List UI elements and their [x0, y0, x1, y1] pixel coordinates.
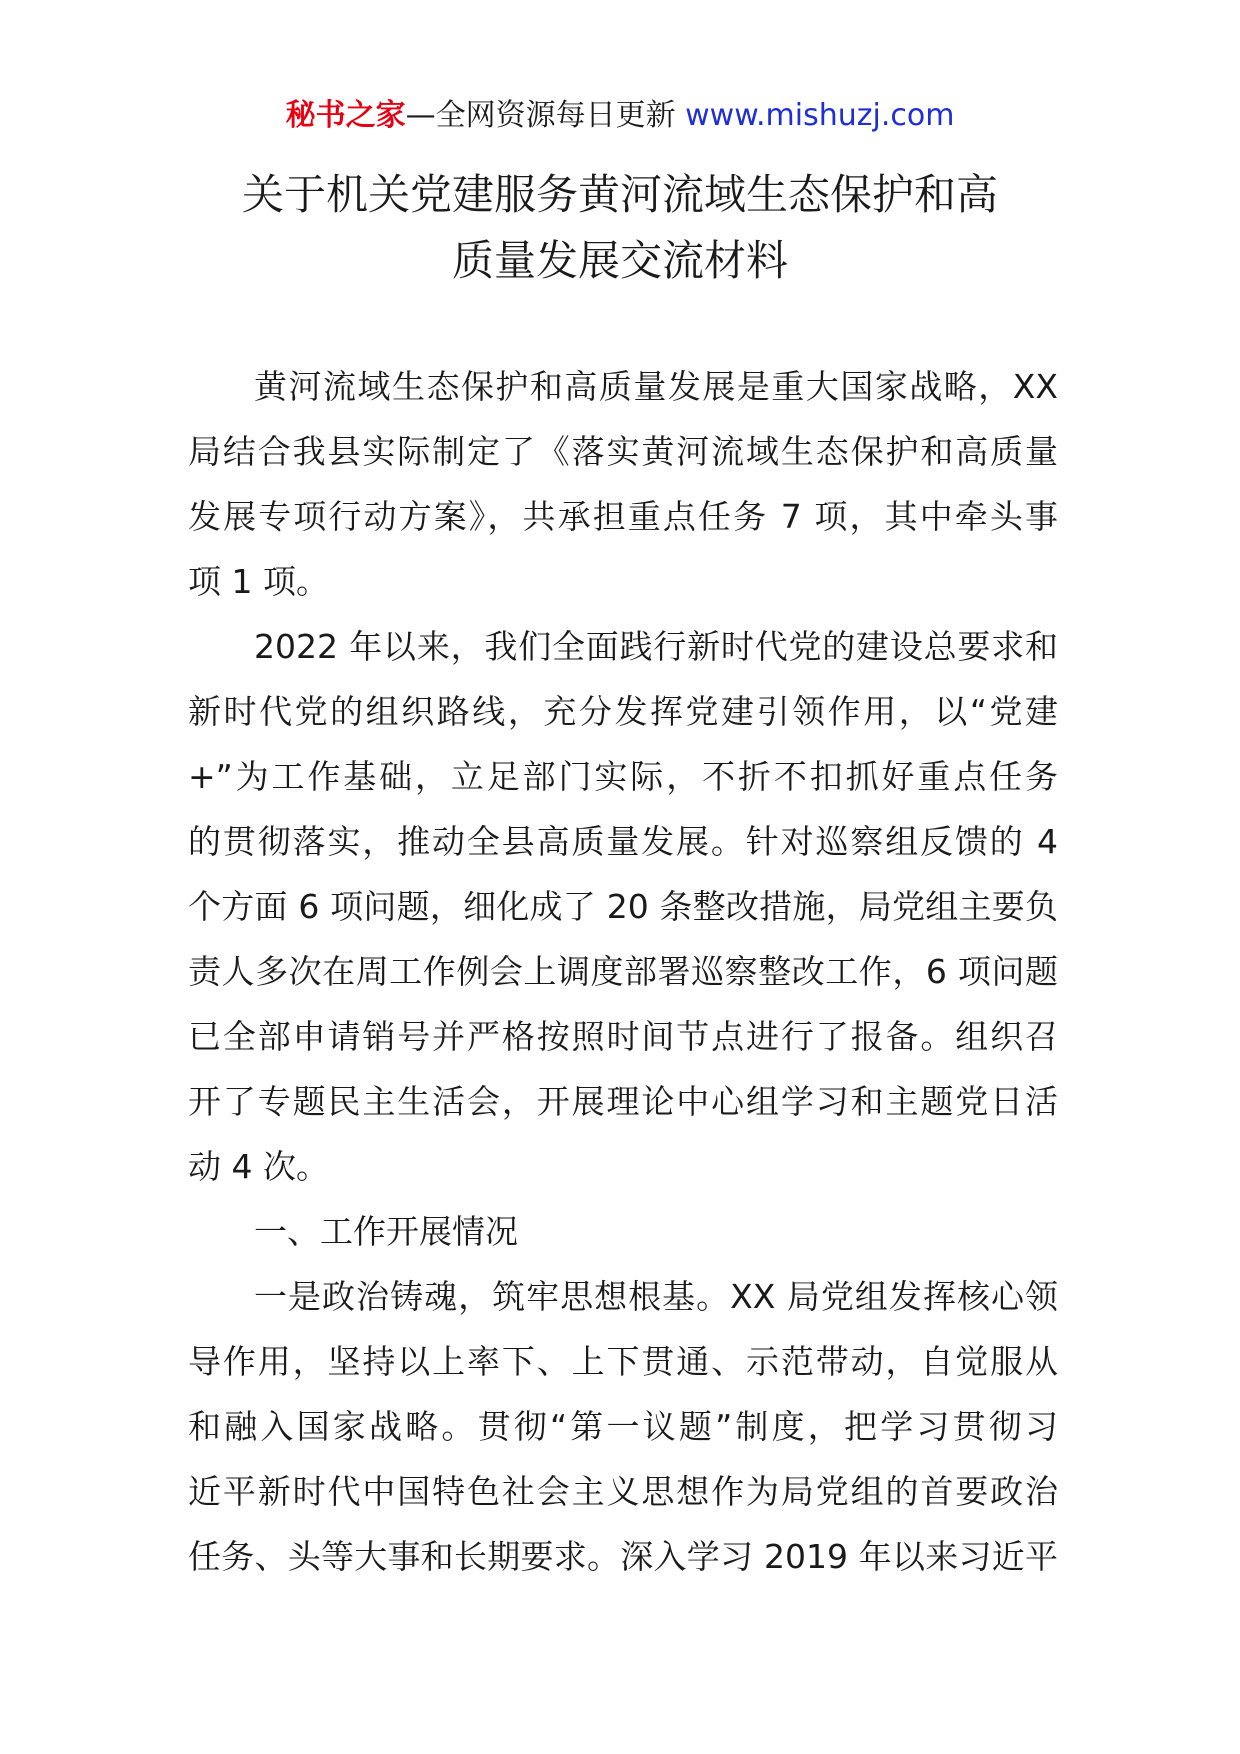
body-line: 导作用，坚持以上率下、上下贯通、示范带动，自觉服从	[188, 1342, 1058, 1381]
banner-url-link[interactable]: www.mishuzj.com	[685, 98, 955, 133]
section-heading: 一、工作开展情况	[254, 1212, 518, 1251]
body-line: 项 1 项。	[188, 562, 329, 601]
body-line: 的贯彻落实，推动全县高质量发展。针对巡察组反馈的 4	[188, 822, 1058, 861]
title-line: 质量发展交流材料	[451, 236, 788, 285]
body-line: 个方面 6 项问题，细化成了 20 条整改措施，局党组主要负	[188, 887, 1058, 926]
body-line: 已全部申请销号并严格按照时间节点进行了报备。组织召	[188, 1017, 1058, 1056]
body-line: 局结合我县实际制定了《落实黄河流域生态保护和高质量	[188, 432, 1058, 471]
body-line: 和融入国家战略。贯彻“第一议题”制度，把学习贯彻习	[188, 1407, 1058, 1446]
banner-tagline: —全网资源每日更新	[405, 98, 686, 133]
document-title	[130, 162, 1110, 294]
body-line: 2022 年以来，我们全面践行新时代党的建设总要求和	[254, 627, 1058, 666]
body-line: 发展专项行动方案》，共承担重点任务 7 项，其中牵头事	[188, 497, 1058, 536]
body-line: +”为工作基础，立足部门实际，不折不扣抓好重点任务	[188, 757, 1058, 796]
title-line: 关于机关党建服务黄河流域生态保护和高	[241, 170, 998, 219]
body-line: 新时代党的组织路线，充分发挥党建引领作用，以“党建	[188, 692, 1058, 731]
body-line: 近平新时代中国特色社会主义思想作为局党组的首要政治	[188, 1472, 1058, 1511]
body-line: 责人多次在周工作例会上调度部署巡察整改工作，6 项问题	[188, 952, 1058, 991]
body-line: 任务、头等大事和长期要求。深入学习 2019 年以来习近平	[188, 1537, 1058, 1576]
banner-brand: 秘书之家	[285, 98, 406, 133]
body-line: 开了专题民主生活会，开展理论中心组学习和主题党日活	[188, 1082, 1058, 1121]
document-body	[188, 354, 1058, 1589]
body-line: 动 4 次。	[188, 1147, 329, 1186]
body-line: 黄河流域生态保护和高质量发展是重大国家战略，XX	[254, 367, 1058, 406]
site-banner	[0, 96, 1240, 136]
body-line: 一是政治铸魂，筑牢思想根基。XX 局党组发挥核心领	[254, 1277, 1058, 1316]
